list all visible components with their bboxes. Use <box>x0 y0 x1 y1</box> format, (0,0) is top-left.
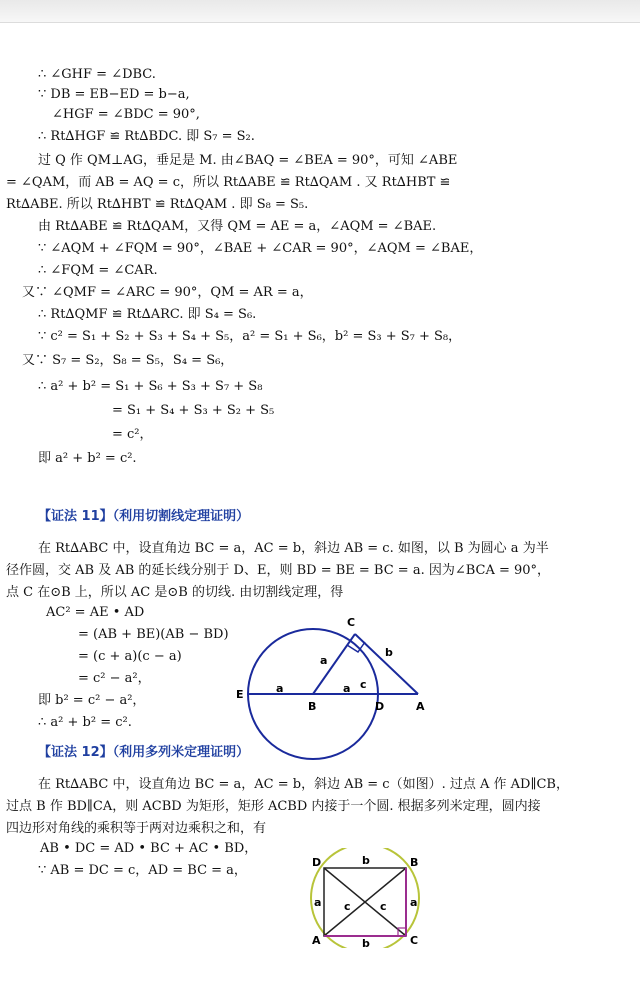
reader-top-bar <box>0 0 640 23</box>
label-a-BC: a <box>320 654 328 667</box>
label-b-bottom: b <box>362 937 370 948</box>
heading-proof-11: 【证法 11】（利用切割线定理证明） <box>38 509 250 524</box>
text-line: 由 Rt∆ABE ≌ Rt∆QAM，又得 QM = AE = a，∠AQM = ∠BAE. <box>38 219 437 234</box>
label-B: B <box>308 700 317 713</box>
text-line: 径作圆，交 AB 及 AB 的延长线分别于 D、E，则 BD = BE = BC = a. 因为∠BCA = 90°， <box>6 563 551 578</box>
text-line: ∵ AB = DC = c，AD = BC = a， <box>38 863 247 878</box>
text-line: 过点 B 作 BD∥CA，则 ACBD 为矩形，矩形 ACBD 内接于一个圆. 根据多列米定理，圆内接 <box>6 799 541 814</box>
label-D2: D <box>312 856 322 869</box>
text-line: ∴ a² + b² = c². <box>38 715 132 730</box>
heading-proof-12: 【证法 12】（利用多列米定理证明） <box>38 745 250 760</box>
label-c-2: c <box>380 900 387 913</box>
text-line: = ∠QAM，而 AB = AQ = c，所以 Rt∆ABE ≌ Rt∆QAM . 又 Rt∆HBT ≌ <box>6 175 451 190</box>
text-line: 过 Q 作 QM⊥AG，垂足是 M. 由∠BAQ = ∠BEA = 90°，可知 ∠ABE <box>38 153 458 168</box>
label-C2: C <box>410 934 419 947</box>
text-line: ∴ a² + b² = S₁ + S₆ + S₃ + S₇ + S₈ <box>38 379 263 394</box>
text-line: = c² − a²， <box>78 671 151 686</box>
text-line: = (AB + BE)(AB − BD) <box>78 627 229 642</box>
label-B2: B <box>410 856 419 869</box>
figure-inscribed-rectangle <box>300 848 430 948</box>
text-line: ∴ Rt∆QMF ≌ Rt∆ARC. 即 S₄ = S₆. <box>38 307 257 322</box>
label-a-left: a <box>314 896 322 909</box>
text-line: ∴ Rt∆HGF ≌ Rt∆BDC. 即 S₇ = S₂. <box>38 129 255 144</box>
label-C: C <box>347 616 356 629</box>
text-line: 又∵ S₇ = S₂，S₈ = S₅，S₄ = S₆， <box>22 353 234 368</box>
text-line: ∴ ∠FQM = ∠CAR. <box>38 263 158 278</box>
text-line: AC² = AE • AD <box>46 605 145 620</box>
text-line: 即 a² + b² = c². <box>38 451 137 466</box>
text-line: = S₁ + S₄ + S₃ + S₂ + S₅ <box>112 403 275 418</box>
text-line: Rt∆ABE. 所以 Rt∆HBT ≌ Rt∆QAM . 即 S₈ = S₅. <box>6 197 309 212</box>
label-a-BD: a <box>343 682 351 695</box>
text-line: ∵ DB = EB−ED = b−a, <box>38 87 190 102</box>
label-a-right: a <box>410 896 418 909</box>
label-a-EB: a <box>276 682 284 695</box>
label-b-top: b <box>362 854 370 867</box>
label-A: A <box>416 700 425 713</box>
text-line: 四边形对角线的乘积等于两对边乘积之和，有 <box>6 821 267 836</box>
text-line: 在 Rt∆ABC 中，设直角边 BC = a，AC = b，斜边 AB = c（如图）. 过点 A 作 AD∥CB， <box>38 777 569 792</box>
label-c-1: c <box>344 900 351 913</box>
text-line: ∵ ∠AQM + ∠FQM = 90°，∠BAE + ∠CAR = 90°，∠AQM = ∠BAE， <box>38 241 483 256</box>
text-line: 在 Rt∆ABC 中，设直角边 BC = a，AC = b，斜边 AB = c. 如图，以 B 为圆心 a 为半 <box>38 541 549 556</box>
text-line: AB • DC = AD • BC + AC • BD， <box>40 841 258 856</box>
text-line: = c²， <box>112 427 153 442</box>
label-b: b <box>385 646 393 659</box>
label-E: E <box>236 688 244 701</box>
text-line: ∵ c² = S₁ + S₂ + S₃ + S₄ + S₅，a² = S₁ + S₆，b² = S₃ + S₇ + S₈， <box>38 329 462 344</box>
text-line: ∴ ∠GHF = ∠DBC. <box>38 67 156 82</box>
text-line: = (c + a)(c − a) <box>78 649 182 664</box>
text-line: ∠HGF = ∠BDC = 90°, <box>52 107 200 122</box>
text-line: 即 b² = c² − a²， <box>38 693 146 708</box>
label-c: c <box>360 678 367 691</box>
figure-tangent-secant <box>230 612 440 762</box>
text-line: 又∵ ∠QMF = ∠ARC = 90°，QM = AR = a， <box>22 285 313 300</box>
label-D: D <box>375 700 385 713</box>
label-A2: A <box>312 934 321 947</box>
text-line: 点 C 在⊙B 上，所以 AC 是⊙B 的切线. 由切割线定理，得 <box>6 585 344 600</box>
